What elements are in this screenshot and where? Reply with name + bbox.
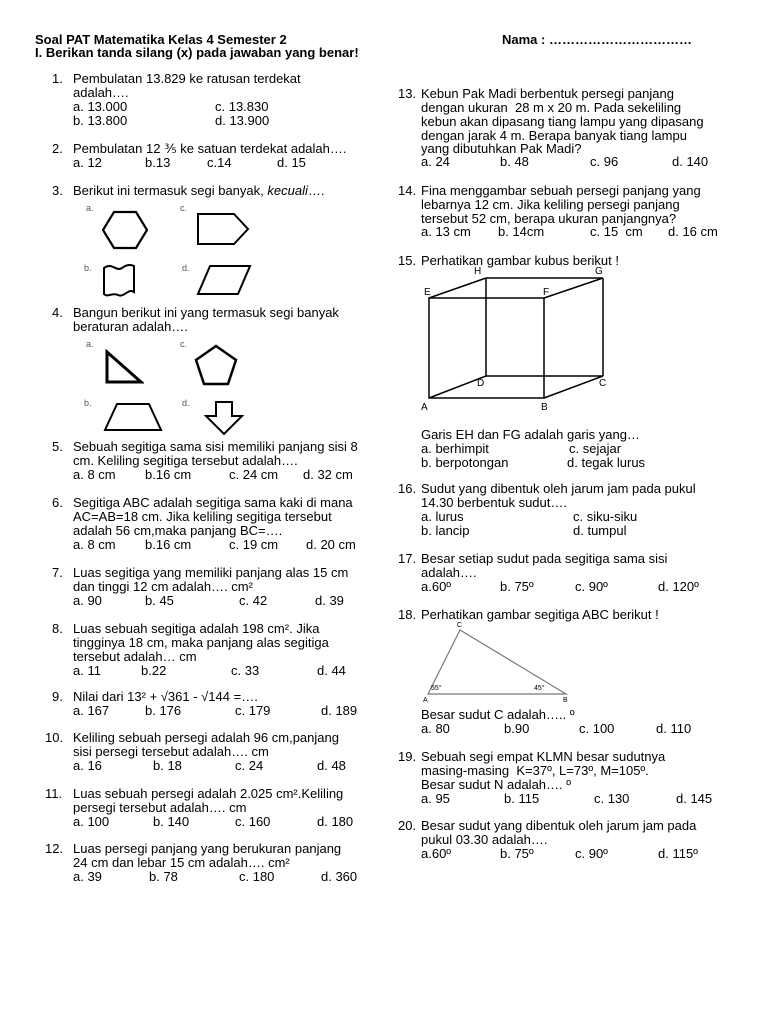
regular-pentagon-shape[interactable] xyxy=(194,344,238,386)
triangle-vertex-b: B xyxy=(563,697,568,704)
question-text: Perhatikan gambar kubus berikut ! xyxy=(421,253,619,268)
option-a[interactable]: a. 13.000 xyxy=(73,99,128,114)
option-d[interactable]: d. 39 xyxy=(315,593,344,608)
question-text: tingginya 18 cm, maka panjang alas segitiga xyxy=(73,635,329,650)
question-number: 10. xyxy=(45,730,64,745)
option-c[interactable]: c.14 xyxy=(207,155,232,170)
option-b[interactable]: b.22 xyxy=(141,663,167,678)
option-c[interactable]: c. 90º xyxy=(575,579,608,594)
option-b[interactable]: b. 13.800 xyxy=(73,113,128,128)
question-number: 12. xyxy=(45,841,64,856)
option-b[interactable]: b. 45 xyxy=(145,593,174,608)
option-d[interactable]: d. 13.900 xyxy=(215,113,270,128)
option-d[interactable]: d. 189 xyxy=(321,703,358,718)
question-text: persegi tersebut adalah…. cm xyxy=(73,800,247,815)
option-c[interactable]: c. 130 xyxy=(594,791,630,806)
option-a[interactable]: a. 39 xyxy=(73,869,102,884)
option-d[interactable]: d. 140 xyxy=(672,154,709,169)
option-d[interactable]: d. 32 cm xyxy=(303,467,353,482)
triangle-abc-figure xyxy=(420,622,580,702)
option-a[interactable]: a. 24 xyxy=(421,154,450,169)
question-text: dengan jarak 4 m. Berapa banyak tiang lampu xyxy=(421,128,687,143)
question-text: Bangun berikut ini yang termasuk segi banyak xyxy=(73,305,339,320)
parallelogram-shape[interactable] xyxy=(196,264,252,296)
question-text: Kebun Pak Madi berbentuk persegi panjang xyxy=(421,86,674,101)
question-text: Besar sudut yang dibentuk oleh jarum jam pada xyxy=(421,818,697,833)
option-c[interactable]: c. 13.830 xyxy=(215,99,269,114)
figure-label-b: b. xyxy=(84,398,92,408)
option-a[interactable]: a. 80 xyxy=(421,721,450,736)
option-a[interactable]: a. 16 xyxy=(73,758,102,773)
question-number: 16. xyxy=(398,481,417,496)
cube-vertex-d: D xyxy=(477,378,485,389)
curved-shape[interactable] xyxy=(102,262,136,300)
question-text-emphasis: kecuali xyxy=(267,183,308,198)
figure-label-d: d. xyxy=(182,263,190,273)
option-d[interactable]: d. 120º xyxy=(658,579,699,594)
cube-vertex-f: F xyxy=(543,287,550,298)
option-a[interactable]: a. 13 cm xyxy=(421,224,471,239)
question-number: 9. xyxy=(52,689,63,704)
option-b[interactable]: b. berpotongan xyxy=(421,455,509,470)
question-text: Perhatikan gambar segitiga ABC berikut ! xyxy=(421,607,659,622)
question-text: Luas persegi panjang yang berukuran panjang xyxy=(73,841,342,856)
question-text: dan tinggi 12 cm adalah…. cm² xyxy=(73,579,253,594)
option-b[interactable]: b. 75º xyxy=(500,579,534,594)
question-text-part: …. xyxy=(307,183,325,198)
question-text: dengan ukuran 28 m x 20 m. Pada sekeliling xyxy=(421,100,682,115)
angle-b-label: 45° xyxy=(534,685,545,692)
question-number: 20. xyxy=(398,818,417,833)
question-number: 13. xyxy=(398,86,417,101)
cube-edge xyxy=(544,278,603,298)
question-text: adalah 56 cm,maka panjang BC=…. xyxy=(73,523,283,538)
question-number: 6. xyxy=(52,495,63,510)
question-text: Segitiga ABC adalah segitiga sama kaki di mana xyxy=(73,495,353,510)
figure-label-d: d. xyxy=(182,398,190,408)
option-a[interactable]: a. lurus xyxy=(421,509,464,524)
question-text: Sebuah segitiga sama sisi memiliki panjang sisi 8 xyxy=(73,439,358,454)
cube-edge xyxy=(429,278,486,298)
question-text: beraturan adalah…. xyxy=(73,319,188,334)
question-text xyxy=(73,184,324,197)
option-a[interactable]: a. 90 xyxy=(73,593,102,608)
option-c[interactable]: c. 33 xyxy=(231,663,260,678)
option-d[interactable]: d. 110 xyxy=(656,721,692,736)
question-text: Fina menggambar sebuah persegi panjang yang xyxy=(421,183,701,198)
option-d[interactable]: d. 20 cm xyxy=(306,537,356,552)
question-text: Besar sudut C adalah….. º xyxy=(421,707,575,722)
cube-vertex-b: B xyxy=(541,402,548,413)
option-b[interactable]: b. 14cm xyxy=(498,224,545,239)
option-b[interactable]: b.90 xyxy=(504,721,530,736)
hexagon-shape[interactable] xyxy=(102,210,148,250)
option-d[interactable]: d. 44 xyxy=(317,663,346,678)
question-text: tersebut 52 cm, berapa ukuran panjangnya? xyxy=(421,211,677,226)
figure-label-c: c. xyxy=(180,203,188,213)
option-c[interactable]: c. siku-siku xyxy=(573,509,638,524)
question-text: Pembulatan 13.829 ke ratusan terdekat xyxy=(73,71,301,86)
question-number: 19. xyxy=(398,749,417,764)
question-text: 14.30 berbentuk sudut…. xyxy=(421,495,567,510)
option-c[interactable]: c. sejajar xyxy=(569,441,622,456)
question-text: yang dibutuhkan Pak Madi? xyxy=(421,141,582,156)
right-triangle-shape[interactable] xyxy=(104,349,144,385)
option-b[interactable]: b. 140 xyxy=(153,814,190,829)
question-text: kebun akan dipasang tiang lampu yang dipasang xyxy=(421,114,704,129)
cube-edge xyxy=(544,376,603,398)
question-text: adalah…. xyxy=(73,85,129,100)
question-number: 18. xyxy=(398,607,417,622)
cube-vertex-e: E xyxy=(424,287,431,298)
option-a[interactable]: a. 8 cm xyxy=(73,537,116,552)
option-d[interactable]: d. 48 xyxy=(317,758,346,773)
option-c[interactable]: c. 180 xyxy=(239,869,275,884)
question-text: Luas sebuah persegi adalah 2.025 cm².Keliling xyxy=(73,786,344,801)
option-d[interactable]: d. tegak lurus xyxy=(567,455,646,470)
option-c[interactable]: c. 24 cm xyxy=(229,467,279,482)
option-d[interactable]: d. 145 xyxy=(676,791,713,806)
option-c[interactable]: c. 160 xyxy=(235,814,271,829)
figure-label-a: a. xyxy=(86,339,94,349)
cube-figure xyxy=(420,268,620,413)
option-b[interactable]: b. 176 xyxy=(145,703,182,718)
question-number: 2. xyxy=(52,141,63,156)
question-number: 5. xyxy=(52,439,63,454)
instruction-text: I. Berikan tanda silang (x) pada jawaban yang benar! xyxy=(35,45,359,60)
question-text: 24 cm dan lebar 15 cm adalah…. cm² xyxy=(73,855,290,870)
option-b[interactable]: b. 78 xyxy=(149,869,178,884)
pentagon-arrow-shape[interactable] xyxy=(196,212,250,246)
option-d[interactable]: d. 360 xyxy=(321,869,358,884)
question-text: Pembulatan 12 ⅗ ke satuan terdekat adalah…. xyxy=(73,141,347,156)
name-field-label: Nama : …………………………… xyxy=(502,32,692,47)
option-d[interactable]: d. 16 cm xyxy=(668,224,718,239)
option-c[interactable]: c. 179 xyxy=(235,703,271,718)
option-a[interactable]: a.60º xyxy=(421,579,452,594)
question-text: lebarnya 12 cm. Jika keliling persegi panjang xyxy=(421,197,680,212)
question-text: Besar sudut N adalah…. º xyxy=(421,777,571,792)
question-number: 3. xyxy=(52,183,63,198)
option-a[interactable]: a. 167 xyxy=(73,703,110,718)
question-text: adalah…. xyxy=(421,565,477,580)
option-a[interactable]: a. 11 xyxy=(73,663,101,678)
question-text: Luas segitiga yang memiliki panjang alas 15 cm xyxy=(73,565,349,580)
option-a[interactable]: a. 100 xyxy=(73,814,110,829)
option-c[interactable]: c. 19 cm xyxy=(229,537,279,552)
option-b[interactable]: b. 75º xyxy=(500,846,534,861)
option-d[interactable]: d. 15 xyxy=(277,155,306,170)
option-a[interactable]: a. berhimpit xyxy=(421,441,489,456)
option-b[interactable]: b. lancip xyxy=(421,523,470,538)
option-d[interactable]: d. 115º xyxy=(658,846,698,861)
cube-vertex-c: C xyxy=(599,378,607,389)
angle-a-label: 55° xyxy=(431,685,442,692)
option-a[interactable]: a. 12 xyxy=(73,155,102,170)
question-text: Keliling sebuah persegi adalah 96 cm,panjang xyxy=(73,730,339,745)
worksheet-title: Soal PAT Matematika Kelas 4 Semester 2 xyxy=(35,32,287,47)
triangle-vertex-c: C xyxy=(457,622,463,629)
option-a[interactable]: a.60º xyxy=(421,846,452,861)
option-a[interactable]: a. 95 xyxy=(421,791,450,806)
triangle-vertex-a: A xyxy=(423,697,428,704)
cube-vertex-a: A xyxy=(421,402,428,413)
question-number: 17. xyxy=(398,551,417,566)
figure-label-a: a. xyxy=(86,203,94,213)
cube-vertex-g: G xyxy=(595,266,603,277)
question-text: AC=AB=18 cm. Jika keliling segitiga tersebut xyxy=(73,509,332,524)
option-a[interactable]: a. 8 cm xyxy=(73,467,116,482)
option-c[interactable]: c. 90º xyxy=(575,846,608,861)
question-text: Sudut yang dibentuk oleh jarum jam pada pukul xyxy=(421,481,696,496)
question-text: tersebut adalah… cm xyxy=(73,649,197,664)
question-text: Nilai dari 13² + √361 - √144 =…. xyxy=(73,689,258,704)
question-text: Garis EH dan FG adalah garis yang… xyxy=(421,427,640,442)
option-b[interactable]: b.16 cm xyxy=(145,537,192,552)
question-text: sisi persegi tersebut adalah…. cm xyxy=(73,744,269,759)
option-d[interactable]: d. tumpul xyxy=(573,523,627,538)
question-text-part: Berikut ini termasuk segi banyak, xyxy=(73,183,268,198)
option-b[interactable]: b. 48 xyxy=(500,154,529,169)
question-text: Luas sebuah segitiga adalah 198 cm². Jika xyxy=(73,621,320,636)
question-text: Besar setiap sudut pada segitiga sama sisi xyxy=(421,551,668,566)
option-c[interactable]: c. 96 xyxy=(590,154,619,169)
question-text: cm. Keliling segitiga tersebut adalah…. xyxy=(73,453,298,468)
down-arrow-shape[interactable] xyxy=(204,400,244,436)
option-b[interactable]: b. 115 xyxy=(504,791,540,806)
option-b[interactable]: b. 18 xyxy=(153,758,182,773)
question-number: 1. xyxy=(52,71,63,86)
figure-label-c: c. xyxy=(180,339,188,349)
question-number: 15. xyxy=(398,253,417,268)
question-number: 4. xyxy=(52,305,63,320)
question-number: 14. xyxy=(398,183,417,198)
cube-vertex-h: H xyxy=(474,266,482,277)
question-number: 8. xyxy=(52,621,63,636)
question-text: masing-masing K=37º, L=73º, M=105º. xyxy=(421,763,649,778)
question-text: Sebuah segi empat KLMN besar sudutnya xyxy=(421,749,666,764)
option-c[interactable]: c. 24 xyxy=(235,758,264,773)
question-number: 11. xyxy=(45,786,63,801)
option-c[interactable]: c. 42 xyxy=(239,593,268,608)
option-b[interactable]: b.13 xyxy=(145,155,171,170)
option-d[interactable]: d. 180 xyxy=(317,814,354,829)
question-text: pukul 03.30 adalah…. xyxy=(421,832,548,847)
trapezoid-shape[interactable] xyxy=(103,402,165,432)
option-c[interactable]: c. 15 cm xyxy=(590,224,643,239)
option-c[interactable]: c. 100 xyxy=(579,721,615,736)
question-number: 7. xyxy=(52,565,63,580)
option-b[interactable]: b.16 cm xyxy=(145,467,192,482)
figure-label-b: b. xyxy=(84,263,92,273)
